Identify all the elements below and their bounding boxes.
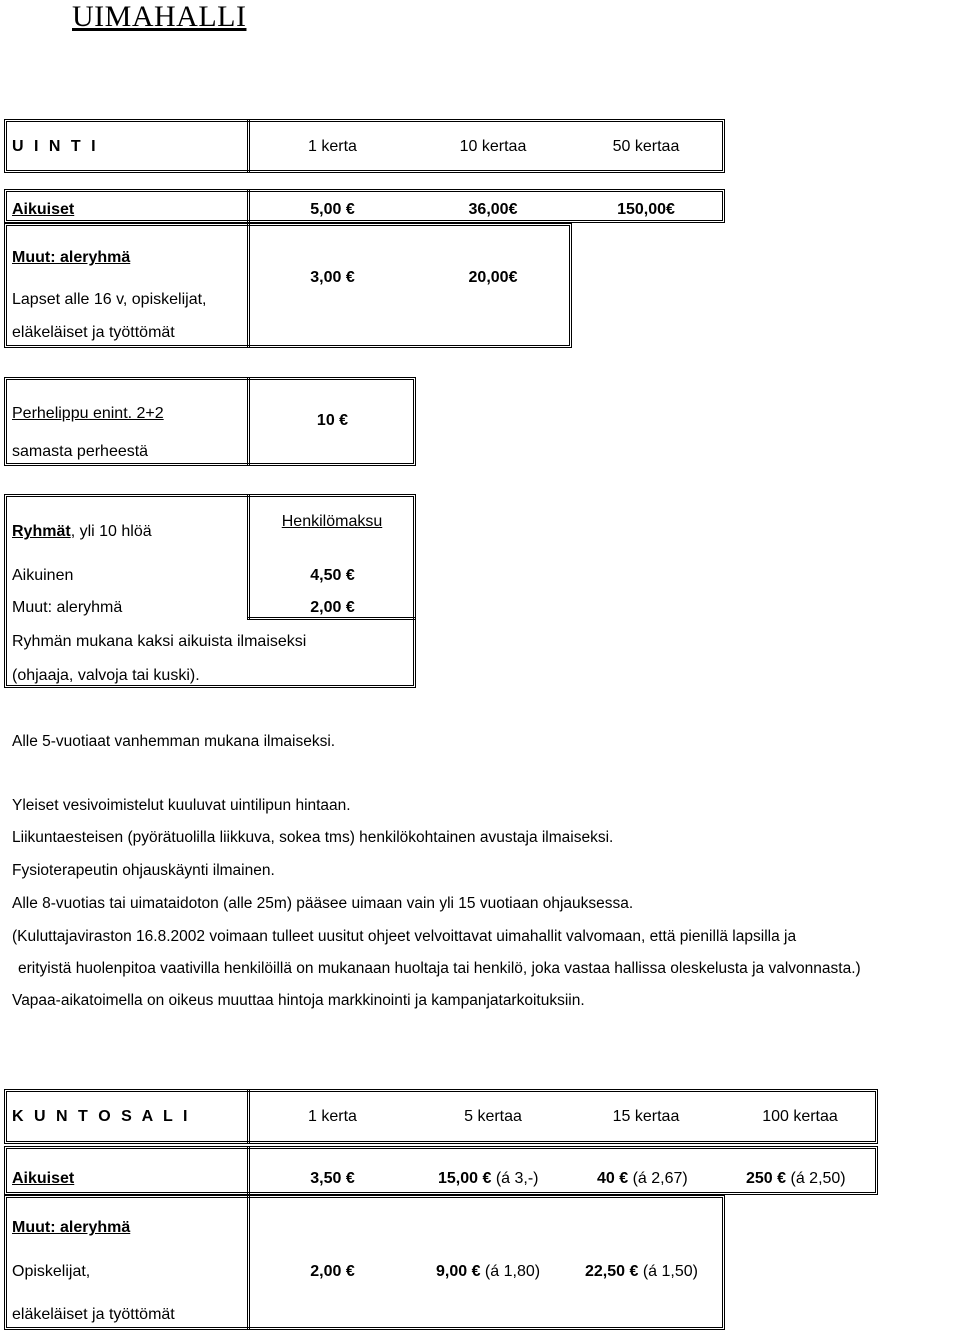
gym-reduced-15x: 22,50 € (á 1,50): [585, 1263, 698, 1280]
swim-header-50x: 50 kertaa: [612, 138, 680, 155]
swim-header-10x: 10 kertaa: [459, 138, 527, 155]
group-reduced-label: Muut: aleryhmä: [12, 599, 123, 616]
gym-adults-15x: 40 € (á 2,67): [597, 1170, 688, 1187]
gym-adults-5x: 15,00 € (á 3,-): [438, 1170, 539, 1187]
note-price-change: Vapaa-aikatoimella on oikeus muuttaa hintoja markkinointi ja kampanjatarkoituksiin.: [12, 992, 585, 1009]
gym-reduced-5x: 9,00 € (á 1,80): [436, 1263, 541, 1280]
swim-reduced-desc-1: Lapset alle 16 v, opiskelijat,: [12, 291, 207, 308]
swim-header-1x: 1 kerta: [308, 138, 357, 155]
note-consumer-agency: (Kuluttajaviraston 16.8.2002 voimaan tulleet uusitut ohjeet velvoittavat uimahallit valvomaan, että pienillä lapsilla ja: [12, 928, 797, 945]
note-assistant: Liikuntaesteisen (pyörätuolilla liikkuva, sokea tms) henkilökohtainen avustaja ilmaiseksi.: [12, 829, 614, 846]
family-ticket-label: Perhelippu enint. 2+2: [12, 405, 164, 422]
gym-reduced-desc-1: Opiskelijat,: [12, 1263, 91, 1280]
gym-reduced-desc-2: eläkeläiset ja työttömät: [12, 1306, 175, 1323]
note-under-8: Alle 8-vuotias tai uimataidoton (alle 25m) pääsee uimaan vain yli 15 vuotiaan ohjauksessa.: [12, 895, 634, 912]
group-column-header: Henkilömaksu: [281, 513, 383, 530]
gym-adults-label: Aikuiset: [12, 1170, 75, 1187]
gym-header-5x: 5 kertaa: [464, 1108, 522, 1125]
gym-adults-1x: 3,50 €: [310, 1170, 355, 1187]
family-ticket-desc: samasta perheestä: [12, 443, 149, 460]
group-note-1: Ryhmän mukana kaksi aikuista ilmaiseksi: [12, 633, 307, 650]
group-note-2: (ohjaaja, valvoja tai kuski).: [12, 667, 200, 684]
family-ticket-price: 10 €: [316, 412, 349, 429]
group-reduced-price: 2,00 €: [310, 599, 355, 616]
swim-reduced-1x: 3,00 €: [310, 269, 355, 286]
swim-adults-50x: 150,00€: [617, 201, 675, 218]
swim-adults-10x: 36,00€: [468, 201, 518, 218]
note-aqua-gym: Yleiset vesivoimistelut kuuluvat uintilipun hintaan.: [12, 797, 351, 814]
swim-reduced-desc-2: eläkeläiset ja työttömät: [12, 324, 175, 341]
gym-header-label: K U N T O S A L I: [12, 1108, 191, 1125]
page-title: UIMAHALLI: [72, 0, 247, 33]
note-physio: Fysioterapeutin ohjauskäynti ilmainen.: [12, 862, 275, 879]
note-under-5: Alle 5-vuotiaat vanhemman mukana ilmaiseksi.: [12, 733, 336, 750]
gym-header-100x: 100 kertaa: [762, 1108, 838, 1125]
swim-adults-label: Aikuiset: [12, 201, 75, 218]
note-consumer-agency-cont: erityistä huolenpitoa vaativilla henkilöillä on mukanaan huoltaja tai henkilö, joka vastaa hallissa oleskelusta ja valvonnasta.): [18, 960, 861, 977]
swim-reduced-label: Muut: aleryhmä: [12, 249, 131, 266]
gym-adults-100x: 250 € (á 2,50): [746, 1170, 846, 1187]
gym-reduced-label: Muut: aleryhmä: [12, 1219, 131, 1236]
group-adult-label: Aikuinen: [12, 567, 74, 584]
swim-reduced-10x: 20,00€: [468, 269, 518, 286]
gym-header-15x: 15 kertaa: [612, 1108, 680, 1125]
gym-reduced-1x: 2,00 €: [310, 1263, 355, 1280]
gym-header-1x: 1 kerta: [308, 1108, 357, 1125]
group-label: Ryhmät, yli 10 hlöä: [12, 523, 152, 540]
swim-adults-1x: 5,00 €: [310, 201, 355, 218]
group-adult-price: 4,50 €: [310, 567, 355, 584]
swim-header-label: U I N T I: [12, 138, 99, 155]
